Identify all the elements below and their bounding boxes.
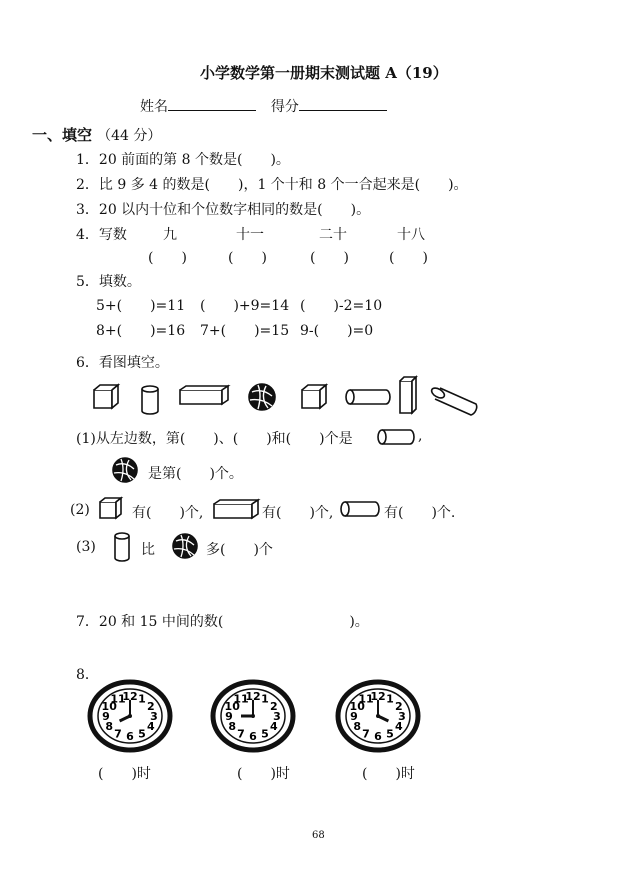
q4-blank[interactable]: ( ) (148, 250, 187, 266)
q5-item[interactable]: 5+( )=11 (96, 298, 186, 314)
clock-numeral: 7 (114, 727, 122, 741)
clock-numeral: 5 (138, 727, 146, 741)
clock-icon (90, 682, 170, 750)
clock-numeral: 3 (398, 710, 406, 723)
clock-numeral: 11 (358, 692, 374, 706)
clock-numeral: 11 (110, 692, 126, 706)
clock-numeral: 2 (394, 700, 403, 713)
clock-numeral: 2 (146, 700, 155, 713)
clock-numeral: 8 (353, 720, 362, 733)
question-1: 1．20 前面的第 8 个数是( )。 (76, 152, 290, 168)
q4-blank[interactable]: ( ) (389, 250, 428, 266)
clock-numeral: 8 (105, 720, 114, 733)
q6-part2-b: 有( )个, (262, 505, 334, 521)
clock-numeral: 5 (386, 727, 394, 741)
question-4-label: 4．写数 (76, 227, 127, 243)
clock-numeral: 1 (261, 692, 269, 706)
clock-icon (213, 682, 293, 750)
question-7: 7．20 和 15 中间的数( )。 (76, 614, 369, 630)
q5-item[interactable]: 9-( )=0 (300, 323, 374, 339)
q5-item[interactable]: 8+( )=16 (96, 323, 186, 339)
page-title: 小学数学第一册期末测试题 A（19） (200, 64, 448, 82)
clock-numeral: 3 (150, 710, 158, 723)
q4-word: 二十 (319, 227, 347, 243)
section-points: （44 分） (97, 128, 162, 144)
q4-blank[interactable]: ( ) (310, 250, 349, 266)
clock-numeral: 4 (146, 720, 155, 733)
question-6-label: 6．看图填空。 (76, 355, 169, 371)
q6-part2-a: 有( )个, (132, 505, 204, 521)
clock-numeral: 6 (374, 730, 382, 743)
q5-item[interactable]: 7+( )=15 (200, 323, 290, 339)
q6-part3-a: 比 (141, 542, 155, 558)
clock-numeral: 12 (245, 690, 261, 703)
comma-text: , (418, 428, 423, 444)
clock-numeral: 11 (233, 692, 249, 706)
clock-numeral: 4 (269, 720, 278, 733)
clock-numeral: 10 (101, 700, 117, 713)
q5-item[interactable]: ( )-2=10 (300, 298, 383, 314)
name-label: 姓名 (140, 99, 168, 115)
q6-part3-label: (3) (76, 539, 96, 555)
clock-numeral: 7 (362, 727, 370, 741)
clock-numeral: 9 (102, 710, 110, 723)
q6-part2-c: 有( )个. (384, 505, 456, 521)
clock-numeral: 12 (370, 690, 386, 703)
clock-numeral: 4 (394, 720, 403, 733)
question-5-label: 5．填数。 (76, 274, 141, 290)
clock-numeral: 7 (237, 727, 245, 741)
clock-icon (338, 682, 418, 750)
clock-numeral: 5 (261, 727, 269, 741)
clock-numeral: 8 (228, 720, 237, 733)
clock-numeral: 1 (138, 692, 146, 706)
score-label: 得分 (270, 99, 299, 115)
page-number: 68 (312, 830, 325, 841)
clock-numeral: 10 (224, 700, 240, 713)
question-3: 3．20 以内十位和个位数字相同的数是( )。 (76, 202, 371, 218)
clock-numeral: 6 (126, 730, 134, 743)
section-title: 一、填空 (32, 126, 93, 144)
clock-numeral: 9 (350, 710, 358, 723)
q4-word: 十一 (236, 227, 264, 243)
clock-answer[interactable]: ( )时 (237, 766, 290, 782)
question-8-label: 8． (76, 667, 99, 683)
q6-part1: (1)从左边数，第( )、( )和( )个是 (76, 431, 353, 447)
q4-blank[interactable]: ( ) (228, 250, 267, 266)
clock-answer[interactable]: ( )时 (98, 766, 151, 782)
q5-item[interactable]: ( )+9=14 (200, 298, 290, 314)
question-2: 2．比 9 多 4 的数是( )，1 个十和 8 个一合起来是( )。 (76, 177, 468, 193)
clock-numeral: 12 (122, 690, 138, 703)
q6-part1b: 是第( )个。 (148, 466, 243, 482)
clock-numeral: 9 (225, 710, 233, 723)
clock-answer[interactable]: ( )时 (362, 766, 415, 782)
clock-numeral: 3 (273, 710, 281, 723)
q4-word: 九 (163, 227, 177, 243)
clock-numeral: 6 (249, 730, 257, 743)
clock-numeral: 1 (386, 692, 394, 706)
q6-part3-b: 多( )个 (206, 542, 273, 558)
q4-word: 十八 (397, 227, 425, 243)
clock-numeral: 10 (349, 700, 365, 713)
q6-part2-label: (2) (70, 502, 90, 518)
clock-numeral: 2 (269, 700, 278, 713)
